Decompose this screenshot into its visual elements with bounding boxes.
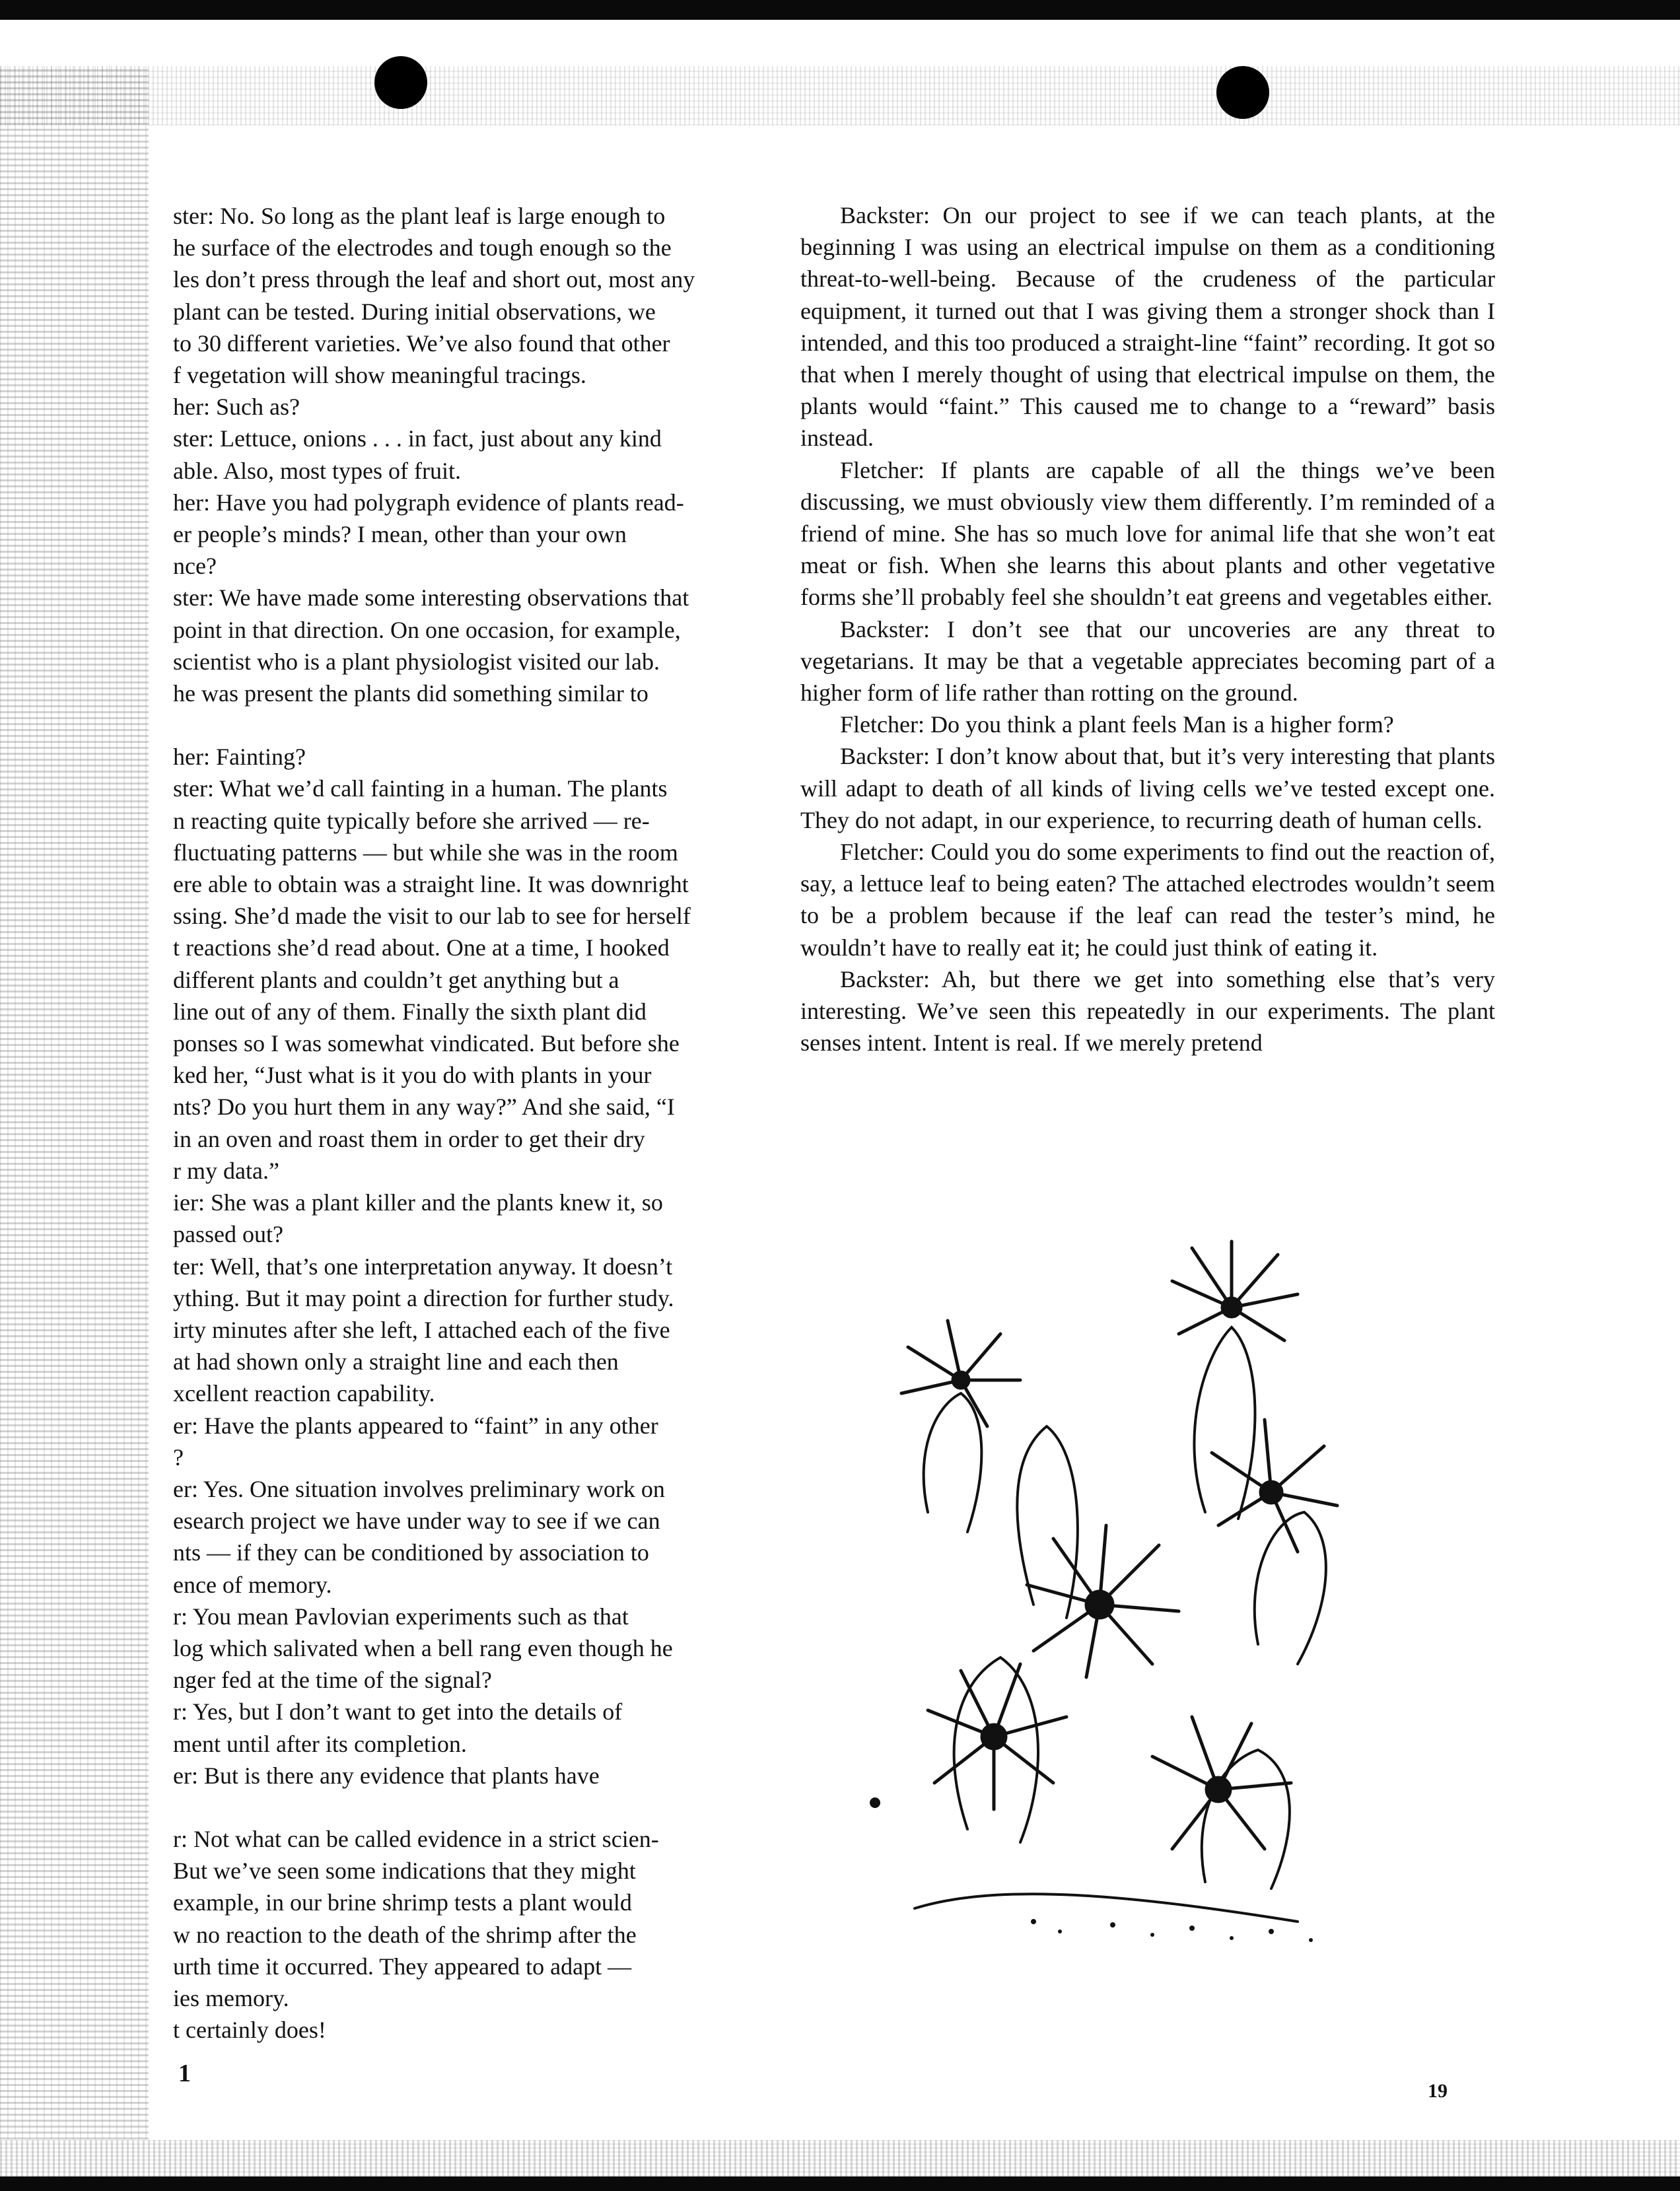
paragraph: Fletcher: Could you do some experiments to find out the reaction of, say, a lettuce leaf to being eaten? The attached electrodes wouldn’t seem to be a problem because if the leaf can read the tester’s mind, he wouldn’t have to really eat it; he could just think of eating it. <box>800 839 1495 961</box>
text-line: esearch project we have under way to see if we can <box>173 1508 660 1535</box>
text-line: urth time it occurred. They appeared to adapt — <box>173 1953 632 1980</box>
text-line: different plants and couldn’t get anything but a <box>173 966 619 993</box>
text-line: n reacting quite typically before she arrived — re- <box>173 807 650 834</box>
text-line: ponses so I was somewhat vindicated. But before she <box>173 1030 680 1057</box>
paragraph: Fletcher: If plants are capable of all the things we’ve been discussing, we must obviously view them differently. I’m reminded of a friend of mine. She has so much love for animal life that she won’t eat meat or fish. When she learns this about plants and other vegetative forms she’ll probably feel she shouldn’t eat greens and vegetables either. <box>800 456 1495 611</box>
text-line: ked her, “Just what is it you do with plants in your <box>173 1062 652 1089</box>
text-line: nce? <box>173 553 217 580</box>
text-line: point in that direction. On one occasion, for example, <box>173 616 681 643</box>
text-line: her: Such as? <box>173 394 300 421</box>
binder-hole-left <box>374 56 427 109</box>
text-line: her: Fainting? <box>173 744 306 771</box>
flower <box>1027 1525 1179 1677</box>
text-line: able. Also, most types of fruit. <box>173 457 461 484</box>
text-line: r: Not what can be called evidence in a strict scien- <box>173 1825 659 1852</box>
cactus-stem <box>924 1393 982 1532</box>
scan-top-border <box>0 0 1680 20</box>
paragraph: Backster: I don’t see that our uncoveries are any threat to vegetarians. It may be that a vegetable appreciates becoming part of a higher form of life rather than rotting on the ground. <box>800 615 1495 707</box>
text-line: r: Yes, but I don’t want to get into the details of <box>173 1698 623 1725</box>
paragraph: Backster: I don’t know about that, but it’s very interesting that plants will adapt to death of all kinds of living cells we’ve tested except one. They do not adapt, in our experience, to recurring death of human cells. <box>800 743 1495 833</box>
paragraph: Fletcher: Do you think a plant feels Man is a higher form? <box>840 711 1394 738</box>
text-line: log which salivated when a bell rang even though he <box>173 1634 673 1661</box>
text-line: to 30 different varieties. We’ve also found that other <box>173 330 670 357</box>
right-text-column <box>800 199 1495 1059</box>
flower <box>901 1321 1020 1426</box>
text-line: f vegetation will show meaningful tracings. <box>173 362 586 389</box>
cactus-stem <box>1202 1750 1290 1889</box>
text-line: ? <box>173 1443 184 1471</box>
text-line: ier: She was a plant killer and the plants knew it, so <box>173 1189 663 1216</box>
cactus-flower-illustration <box>835 1235 1383 2007</box>
text-line: ment until after its completion. <box>173 1730 467 1757</box>
flower <box>1172 1241 1298 1340</box>
left-text-column <box>173 200 775 2046</box>
text-line: ere able to obtain was a straight line. It was downright <box>173 871 689 898</box>
flower <box>1152 1717 1291 1849</box>
text-line: er people’s minds? I mean, other than your own <box>173 521 627 548</box>
text-line: nger fed at the time of the signal? <box>173 1667 492 1694</box>
text-gap <box>173 709 775 741</box>
scan-left-edge-noise <box>0 66 149 2139</box>
text-line: But we’ve seen some indications that they might <box>173 1858 636 1885</box>
scan-bottom-border <box>0 2176 1680 2191</box>
cactus-stem <box>1194 1327 1255 1519</box>
ground-line <box>915 1894 1298 1922</box>
scan-bottom-noise <box>0 2140 1680 2176</box>
text-line: ything. But it may point a direction for further study. <box>173 1284 674 1311</box>
text-line: xcellent reaction capability. <box>173 1380 435 1407</box>
text-line: ies memory. <box>173 1984 289 2011</box>
text-line: he was present the plants did something similar to <box>173 680 648 707</box>
scan-top-noise <box>0 66 1680 125</box>
text-line: at had shown only a straight line and each then <box>173 1348 619 1375</box>
text-line: he surface of the electrodes and tough enough so the <box>173 234 672 261</box>
text-line: les don’t press through the leaf and short out, most any <box>173 266 695 293</box>
text-line: fluctuating patterns — but while she was in the room <box>173 839 678 866</box>
text-line: her: Have you had polygraph evidence of plants read- <box>173 489 684 516</box>
text-gap <box>173 1791 775 1823</box>
text-line: ssing. She’d made the visit to our lab to see for herself <box>173 903 691 930</box>
text-line: r: You mean Pavlovian experiments such as that <box>173 1603 629 1630</box>
text-line: ster: Lettuce, onions . . . in fact, just about any kind <box>173 425 662 452</box>
page-number-left: 1 <box>178 2060 191 2087</box>
text-line: irty minutes after she left, I attached each of the five <box>173 1316 670 1343</box>
page-number-right: 19 <box>1428 2080 1448 2102</box>
text-line: passed out? <box>173 1221 283 1248</box>
text-line: nts — if they can be conditioned by association to <box>173 1539 649 1566</box>
text-line: nts? Do you hurt them in any way?” And she said, “I <box>173 1094 675 1121</box>
text-line: line out of any of them. Finally the sixth plant did <box>173 998 647 1025</box>
text-line: ster: What we’d call fainting in a human. The plants <box>173 775 668 802</box>
text-line: r my data.” <box>173 1157 279 1184</box>
text-line: w no reaction to the death of the shrimp after the <box>173 1921 637 1948</box>
text-line: ster: We have made some interesting observations that <box>173 584 689 611</box>
text-line: t certainly does! <box>173 2017 326 2044</box>
text-line: in an oven and roast them in order to get their dry <box>173 1125 645 1152</box>
text-line: ence of memory. <box>173 1571 332 1598</box>
text-line: ter: Well, that’s one interpretation anyway. It doesn’t <box>173 1253 673 1280</box>
text-line: ster: No. So long as the plant leaf is large enough to <box>173 203 666 229</box>
text-line: er: Have the plants appeared to “faint” in any other <box>173 1412 658 1439</box>
text-line: scientist who is a plant physiologist visited our lab. <box>173 648 660 675</box>
text-line: t reactions she’d read about. One at a time, I hooked <box>173 934 670 961</box>
text-line: plant can be tested. During initial observations, we <box>173 298 656 325</box>
text-line: er: But is there any evidence that plants have <box>173 1762 600 1789</box>
binder-hole-right <box>1216 66 1269 119</box>
text-line: example, in our brine shrimp tests a plant would <box>173 1889 632 1916</box>
paragraph: Backster: Ah, but there we get into something else that’s very interesting. We’ve seen this repeatedly in our experiments. The plant senses intent. Intent is real. If we merely pretend <box>800 965 1495 1057</box>
text-line: er: Yes. One situation involves preliminary work on <box>173 1475 665 1502</box>
paragraph: Backster: On our project to see if we can teach plants, at the beginning I was using an electrical impulse on them as a conditioning threat-to-well-being. Because of the crudeness of the particular equipment, it turned out that I was giving them a stronger shock than I intended, and this too produced a straight-line “faint” recording. It got so that when I merely thought of using that electrical impulse on them, the plants would “faint.” This caused me to change to a “reward” basis instead. <box>800 202 1495 452</box>
flower <box>928 1664 1067 1809</box>
